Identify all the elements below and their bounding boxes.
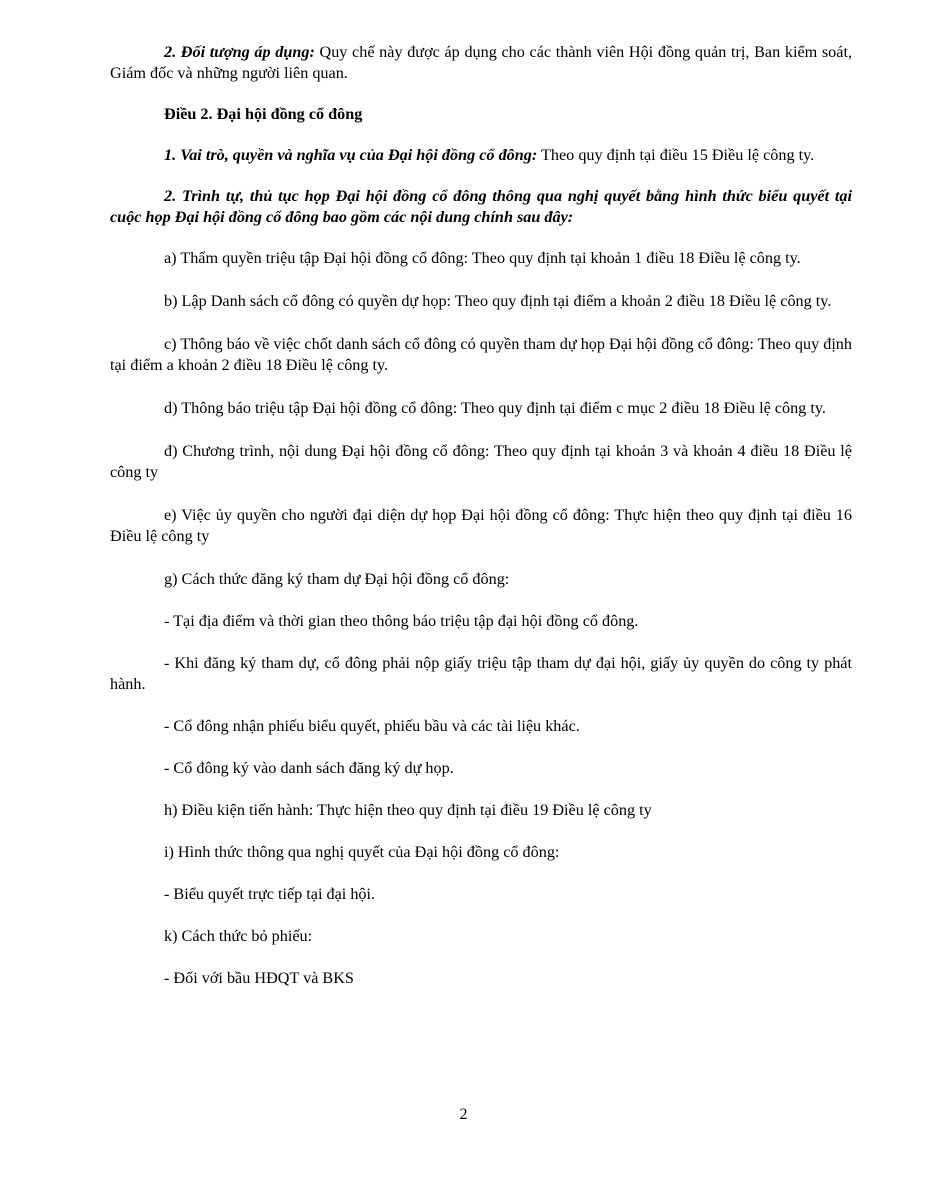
paragraph-text: Theo quy định tại điều 15 Điều lệ công ty. xyxy=(537,146,815,164)
item-c xyxy=(110,334,852,376)
page-number: 2 xyxy=(459,1106,468,1123)
paragraph-text: Quy chế này được áp dụng cho các thành viên Hội đồng quản trị, Ban kiểm soát, Giám đốc và những người liên quan. xyxy=(110,43,853,82)
item-i xyxy=(110,842,852,863)
item-h xyxy=(110,800,852,821)
paragraph-text: b) Lập Danh sách cổ đông có quyền dự họp: Theo quy định tại điểm a khoản 2 điều 18 Điều lệ công ty. xyxy=(164,292,832,310)
document-page xyxy=(110,42,852,989)
item-d xyxy=(110,398,852,419)
article-2-heading xyxy=(110,104,852,125)
paragraph-trinh-tu xyxy=(110,186,852,228)
paragraph-text: đ) Chương trình, nội dung Đại hội đồng cổ đông: Theo quy định tại khoản 3 và khoản 4 điều 18 Điều lệ công ty xyxy=(110,442,852,481)
paragraph-lead: 2. Đối tượng áp dụng: xyxy=(164,43,315,61)
paragraph-text: - Cổ đông nhận phiếu biểu quyết, phiếu bầu và các tài liệu khác. xyxy=(164,717,580,735)
item-dd xyxy=(110,441,852,483)
item-g xyxy=(110,569,852,590)
item-b xyxy=(110,291,852,312)
bullet-dia-diem xyxy=(110,611,852,632)
paragraph-text: a) Thẩm quyền triệu tập Đại hội đồng cổ đông: Theo quy định tại khoản 1 điều 18 Điều lệ công ty. xyxy=(164,249,801,267)
paragraph-doi-tuong-ap-dung xyxy=(110,42,852,84)
paragraph-text: - Đối với bầu HĐQT và BKS xyxy=(164,969,354,987)
paragraph-text: - Tại địa điểm và thời gian theo thông báo triệu tập đại hội đồng cổ đông. xyxy=(164,612,639,630)
paragraph-text: - Khi đăng ký tham dự, cổ đông phải nộp giấy triệu tập tham dự đại hội, giấy ủy quyền do công ty phát hành. xyxy=(110,654,852,693)
paragraph-text: i) Hình thức thông qua nghị quyết của Đại hội đồng cổ đông: xyxy=(164,843,560,861)
bullet-bieu-quyet xyxy=(110,884,852,905)
item-a xyxy=(110,248,852,269)
bullet-dang-ky xyxy=(110,653,852,695)
paragraph-vai-tro xyxy=(110,145,852,166)
item-k xyxy=(110,926,852,947)
paragraph-text: e) Việc ủy quyền cho người đại diện dự họp Đại hội đồng cổ đông: Thực hiện theo quy định tại điều 16 Điều lệ công ty xyxy=(110,506,852,545)
bullet-nhan-phieu xyxy=(110,716,852,737)
paragraph-text: h) Điều kiện tiến hành: Thực hiện theo quy định tại điều 19 Điều lệ công ty xyxy=(164,801,652,819)
paragraph-text: c) Thông báo về việc chốt danh sách cổ đông có quyền tham dự họp Đại hội đồng cổ đông: Theo quy định tại điểm a khoản 2 điều 18 Điều lệ công ty. xyxy=(110,335,852,374)
bullet-ky-danh-sach xyxy=(110,758,852,779)
paragraph-text: - Cổ đông ký vào danh sách đăng ký dự họp. xyxy=(164,759,454,777)
paragraph-lead: 1. Vai trò, quyền và nghĩa vụ của Đại hội đồng cổ đông: xyxy=(164,146,538,164)
paragraph-lead: 2. Trình tự, thủ tục họp Đại hội đồng cổ đông thông qua nghị quyết bằng hình thức biểu quyết tại cuộc họp Đại hội đồng cổ đông bao gồm các nội dung chính sau đây: xyxy=(110,187,852,226)
heading-text: Điều 2. Đại hội đồng cổ đông xyxy=(164,105,363,123)
bullet-bau-hdqt-bks xyxy=(110,968,852,989)
paragraph-text: k) Cách thức bỏ phiếu: xyxy=(164,927,313,945)
item-e xyxy=(110,505,852,547)
paragraph-text: d) Thông báo triệu tập Đại hội đồng cổ đông: Theo quy định tại điểm c mục 2 điều 18 Điều lệ công ty. xyxy=(164,399,826,417)
paragraph-text: g) Cách thức đăng ký tham dự Đại hội đồng cổ đông: xyxy=(164,570,510,588)
paragraph-text: - Biểu quyết trực tiếp tại đại hội. xyxy=(164,885,376,903)
